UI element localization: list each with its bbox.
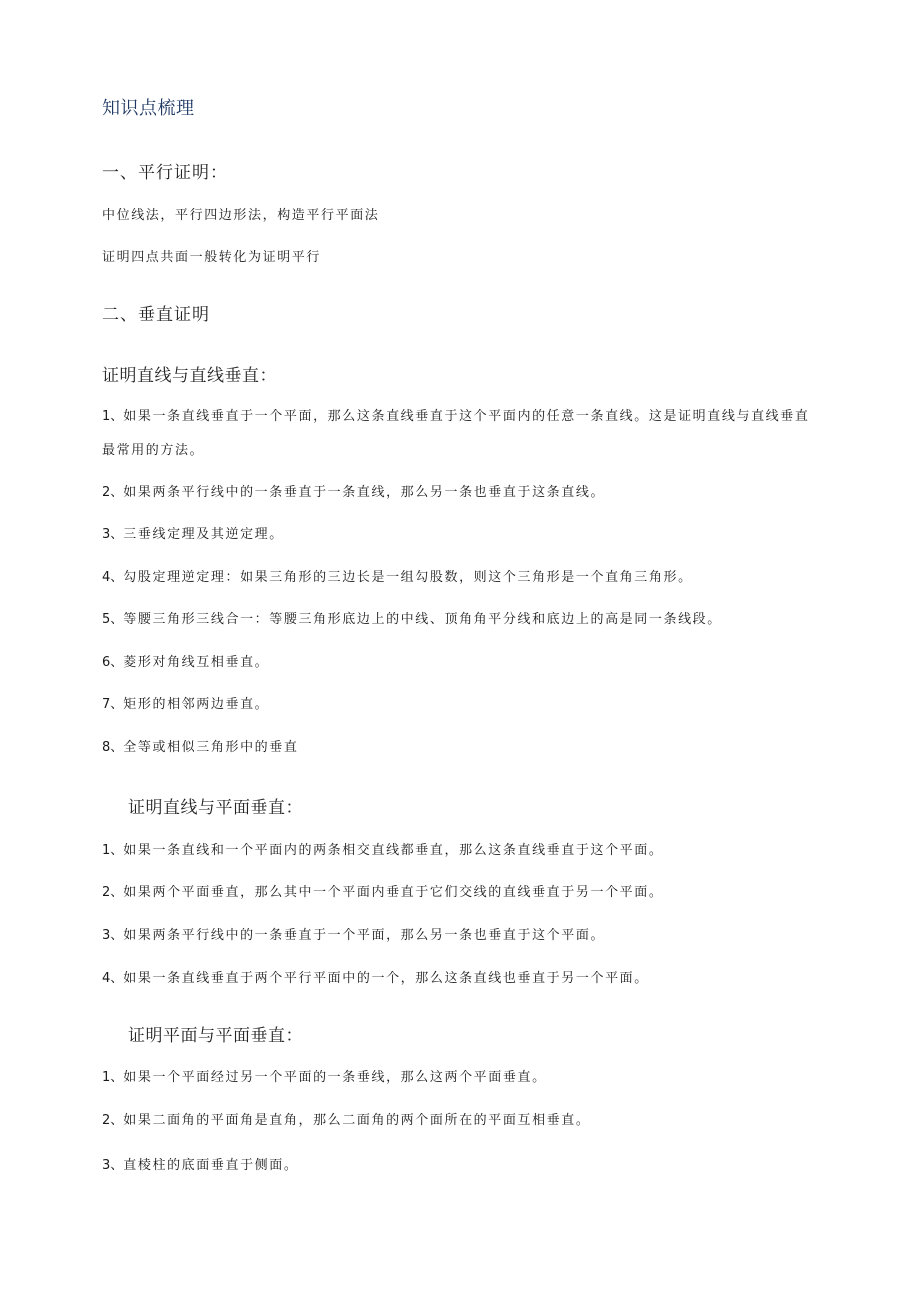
list-item [102, 1113, 590, 1129]
list-item [102, 527, 284, 543]
item-number: 2、 [102, 885, 124, 900]
item-number: 5、 [102, 612, 124, 627]
subheading-line-plane: 证明直线与平面垂直： [128, 798, 303, 818]
list-item [102, 400, 818, 468]
list-item [102, 655, 269, 671]
item-text: 菱形对角线互相垂直。 [123, 655, 270, 670]
list-item [102, 885, 663, 901]
item-text: 如果两条平行线中的一条垂直于一条直线，那么另一条也垂直于这条直线。 [123, 485, 606, 500]
list-item [102, 697, 269, 713]
item-text: 如果一条直线垂直于两个平行平面中的一个，那么这条直线也垂直于另一个平面。 [123, 971, 649, 986]
item-text: 等腰三角形三线合一：等腰三角形底边上的中线、顶角角平分线和底边上的高是同一条线段。 [123, 612, 722, 627]
item-number: 3、 [102, 527, 124, 542]
list-item [102, 1070, 547, 1086]
item-number: 1、 [102, 1070, 124, 1085]
section-heading-parallel: 一、平行证明： [102, 163, 228, 183]
subheading-plane-plane: 证明平面与平面垂直： [128, 1026, 303, 1046]
list-item [102, 928, 605, 944]
item-text: 勾股定理逆定理：如果三角形的三边长是一组勾股数，则这个三角形是一个直角三角形。 [123, 570, 693, 585]
item-number: 4、 [102, 971, 124, 986]
item-number: 8、 [102, 740, 124, 755]
list-item [102, 740, 298, 756]
item-number: 3、 [102, 1158, 124, 1173]
item-number: 3、 [102, 928, 124, 943]
page-title: 知识点梳理 [102, 98, 195, 119]
item-text: 如果二面角的平面角是直角，那么二面角的两个面所在的平面互相垂直。 [123, 1113, 591, 1128]
item-number: 6、 [102, 655, 124, 670]
parallel-line-2: 证明四点共面一般转化为证明平行 [102, 250, 322, 265]
subheading-line-line: 证明直线与直线垂直： [102, 366, 277, 386]
item-text: 如果一个平面经过另一个平面的一条垂线，那么这两个平面垂直。 [123, 1070, 547, 1085]
list-item [102, 1158, 298, 1174]
item-number: 1、 [102, 409, 124, 424]
item-text: 如果一条直线垂直于一个平面，那么这条直线垂直于这个平面内的任意一条直线。这是证明直线与直线垂直最常用的方法。 [102, 409, 810, 458]
list-item [102, 971, 649, 987]
item-number: 4、 [102, 570, 124, 585]
item-text: 如果两条平行线中的一条垂直于一个平面，那么另一条也垂直于这个平面。 [123, 928, 606, 943]
item-number: 2、 [102, 485, 124, 500]
list-item [102, 485, 605, 501]
parallel-line-1: 中位线法，平行四边形法，构造平行平面法 [102, 208, 380, 223]
list-item [102, 843, 663, 859]
list-item [102, 570, 693, 586]
item-text: 直棱柱的底面垂直于侧面。 [123, 1158, 299, 1173]
section-heading-perpendicular: 二、垂直证明 [102, 305, 210, 325]
item-number: 1、 [102, 843, 124, 858]
item-text: 全等或相似三角形中的垂直 [123, 740, 299, 755]
item-text: 矩形的相邻两边垂直。 [123, 697, 270, 712]
item-text: 如果一条直线和一个平面内的两条相交直线都垂直，那么这条直线垂直于这个平面。 [123, 843, 664, 858]
item-text: 如果两个平面垂直，那么其中一个平面内垂直于它们交线的直线垂直于另一个平面。 [123, 885, 664, 900]
item-number: 2、 [102, 1113, 124, 1128]
item-text: 三垂线定理及其逆定理。 [123, 527, 284, 542]
item-number: 7、 [102, 697, 124, 712]
list-item [102, 612, 722, 628]
